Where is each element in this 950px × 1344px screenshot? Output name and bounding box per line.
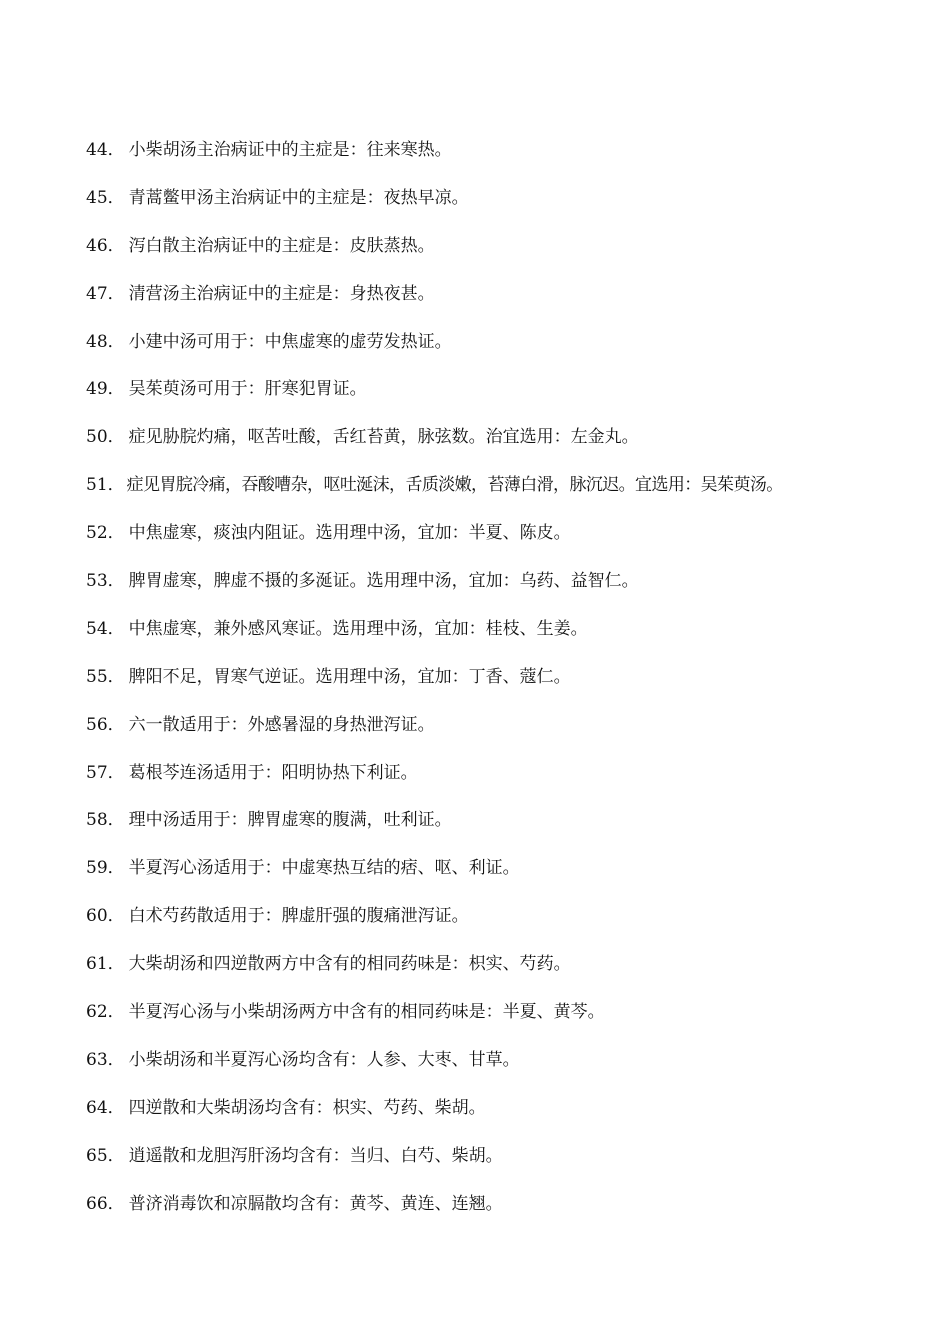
list-item [86, 1094, 936, 1142]
item-number: 62． [86, 1002, 125, 1023]
list-item [86, 136, 936, 184]
item-number: 44． [86, 140, 125, 160]
list-item [86, 806, 936, 854]
item-number: 58． [86, 810, 125, 831]
list-item [86, 950, 936, 998]
item-number: 47． [86, 283, 125, 304]
item-text: 小柴胡汤和半夏泻心汤均含有：人参、大枣、甘草。 [128, 1049, 520, 1070]
item-number: 54． [86, 618, 125, 639]
question-list [86, 136, 936, 1237]
item-text: 脾阳不足，胃寒气逆证。选用理中汤，宜加：丁香、蔻仁。 [128, 666, 571, 687]
item-text: 四逆散和大柴胡汤均含有：枳实、芍药、柴胡。 [128, 1097, 486, 1118]
list-item [86, 1046, 936, 1094]
list-item [86, 519, 936, 567]
item-text: 大柴胡汤和四逆散两方中含有的相同药味是：枳实、芍药。 [128, 954, 571, 975]
item-text: 半夏泻心汤与小柴胡汤两方中含有的相同药味是：半夏、黄芩。 [128, 1002, 605, 1023]
item-number: 59． [86, 858, 125, 879]
item-text: 青蒿鳖甲汤主治病证中的主症是：夜热早凉。 [128, 187, 469, 208]
item-number: 52． [86, 523, 125, 544]
list-item [86, 663, 936, 711]
item-number: 55． [86, 666, 125, 687]
item-number: 46． [86, 235, 125, 256]
item-text: 葛根芩连汤适用于：阳明协热下利证。 [128, 762, 418, 783]
item-number: 65． [86, 1145, 125, 1166]
list-item [86, 423, 936, 471]
item-text: 吴茱萸汤可用于：肝寒犯胃证。 [128, 379, 367, 400]
item-text: 六一散适用于：外感暑湿的身热泄泻证。 [128, 714, 435, 735]
item-text: 清营汤主治病证中的主症是：身热夜甚。 [128, 283, 435, 304]
item-text: 小建中汤可用于：中焦虚寒的虚劳发热证。 [128, 331, 452, 352]
item-text: 普济消毒饮和凉膈散均含有：黄芩、黄连、连翘。 [128, 1193, 503, 1214]
list-item [86, 1190, 936, 1238]
list-item [86, 902, 936, 950]
item-number: 49． [86, 379, 125, 400]
item-text: 逍遥散和龙胆泻肝汤均含有：当归、白芍、柴胡。 [128, 1145, 503, 1166]
item-text: 泻白散主治病证中的主症是：皮肤蒸热。 [128, 235, 435, 256]
list-item [86, 615, 936, 663]
item-number: 56． [86, 714, 125, 735]
item-text: 半夏泻心汤适用于：中虚寒热互结的痞、呕、利证。 [128, 858, 520, 879]
list-item [86, 375, 936, 423]
item-number: 57． [86, 762, 125, 783]
list-item [86, 184, 936, 232]
item-text: 白术芍药散适用于：脾虚肝强的腹痛泄泻证。 [128, 906, 469, 927]
item-number: 51． [86, 475, 125, 496]
item-number: 48． [86, 331, 125, 352]
item-text: 理中汤适用于：脾胃虚寒的腹满，吐利证。 [128, 810, 452, 831]
item-number: 45． [86, 187, 125, 208]
item-text: 症见胁脘灼痛，呕苦吐酸，舌红苔黄，脉弦数。治宜选用：左金丸。 [128, 427, 639, 448]
item-text: 中焦虚寒，兼外感风寒证。选用理中汤，宜加：桂枝、生姜。 [128, 618, 588, 639]
list-item [86, 998, 936, 1046]
item-number: 50． [86, 427, 125, 448]
item-number: 66． [86, 1193, 125, 1214]
list-item [86, 1142, 936, 1190]
item-number: 61． [86, 954, 125, 975]
list-item [86, 711, 936, 759]
list-item [86, 232, 936, 280]
list-item [86, 759, 936, 807]
item-text: 症见胃脘冷痛，吞酸嘈杂，呕吐涎沫，舌质淡嫩，苔薄白滑，脉沉迟。宜选用：吴茱萸汤。 [126, 475, 783, 496]
list-item [86, 471, 936, 519]
item-number: 60． [86, 906, 125, 927]
list-item [86, 280, 936, 328]
list-item [86, 567, 936, 615]
item-text: 小柴胡汤主治病证中的主症是：往来寒热。 [128, 140, 452, 160]
list-item [86, 854, 936, 902]
item-number: 63． [86, 1049, 125, 1070]
item-number: 64． [86, 1097, 125, 1118]
list-item [86, 328, 936, 376]
item-text: 脾胃虚寒，脾虚不摄的多涎证。选用理中汤，宜加：乌药、益智仁。 [128, 571, 639, 592]
item-text: 中焦虚寒，痰浊内阻证。选用理中汤，宜加：半夏、陈皮。 [128, 523, 571, 544]
item-number: 53． [86, 571, 125, 592]
